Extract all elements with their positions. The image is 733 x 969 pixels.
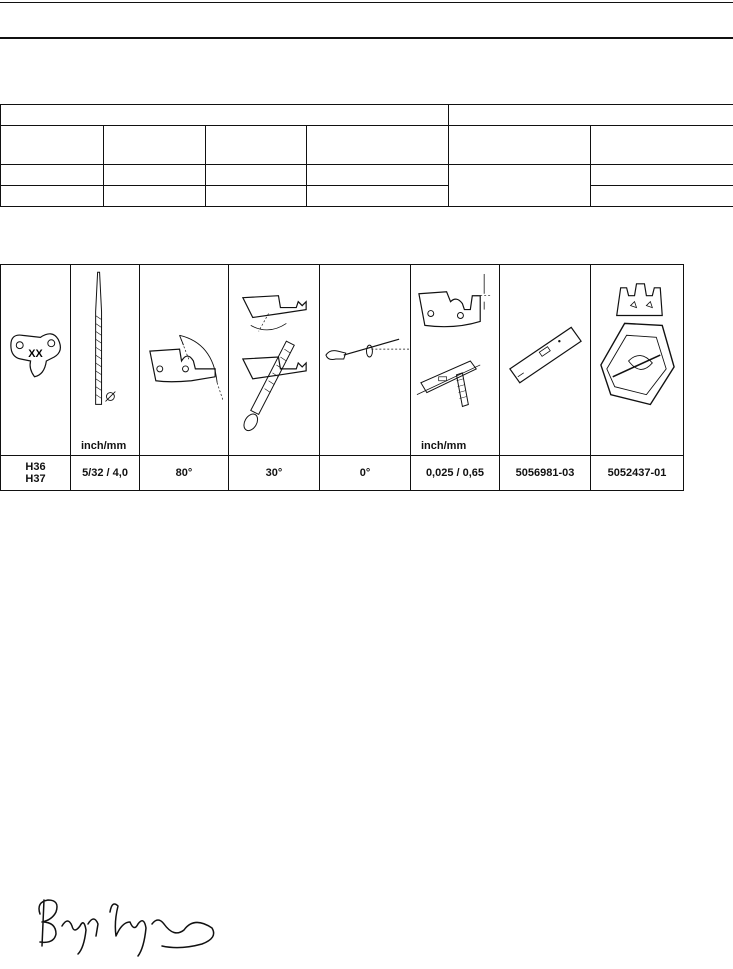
spec-row [1,186,733,207]
file-diameter-value: 5/32 / 4,0 [71,456,140,491]
file-holder-cell [591,265,684,456]
depth-gauge-tool-cell [500,265,591,456]
file-holder-icon [591,265,683,455]
spec-cell [1,165,104,186]
filing-angle-icon [229,265,319,455]
spec-cell [104,126,206,165]
spec-cell [206,186,307,207]
top-plate-angle-cell [140,265,229,456]
sharpening-table [0,264,684,491]
depth-gauge-tool-icon [500,265,590,455]
header-rule-top [0,2,733,3]
spec-cell [307,186,449,207]
spec-cell [591,186,733,207]
spec-table [0,104,733,207]
spec-cell [307,165,449,186]
round-file-icon [71,265,139,455]
signature [34,892,220,964]
tilt-angle-icon [320,265,410,455]
spec-cell [591,126,733,165]
values-row [1,456,684,491]
chain-code-value [1,456,71,491]
spec-cell [1,186,104,207]
chain-code-cell [1,265,71,456]
spec-header-row [1,105,733,126]
spec-cell [206,126,307,165]
chain-code-h37: H37 [25,473,46,485]
spec-cell [591,165,733,186]
illustration-row [1,265,684,456]
spec-cell [206,165,307,186]
file-holder-value: 5052437-01 [591,456,684,491]
file-diameter-unit: inch/mm [81,440,127,452]
spec-cell [449,126,591,165]
header-rule-bottom [0,37,733,39]
file-diameter-cell [71,265,140,456]
filing-angle-value: 30° [229,456,320,491]
spec-header-left [1,105,449,126]
top-plate-angle-icon [140,265,228,455]
spec-cell [1,126,104,165]
top-plate-angle-value: 80° [140,456,229,491]
chain-cutter-code-icon [1,265,70,455]
spec-cell [104,165,206,186]
spec-cell [307,126,449,165]
depth-gauge-unit: inch/mm [421,440,467,452]
tilt-angle-cell [320,265,411,456]
depth-gauge-setting-icon [411,265,499,455]
cutter-code-text: XX [28,348,43,361]
spec-header-right [449,105,733,126]
tilt-angle-value: 0° [320,456,411,491]
filing-angle-cell [229,265,320,456]
spec-subheader-row [1,126,733,165]
depth-gauge-tool-value: 5056981-03 [500,456,591,491]
depth-gauge-cell [411,265,500,456]
depth-gauge-value: 0,025 / 0,65 [411,456,500,491]
spec-cell [104,186,206,207]
spec-merged-cell [449,165,591,207]
spec-row [1,165,733,186]
chain-code-h36: H36 [25,461,46,473]
